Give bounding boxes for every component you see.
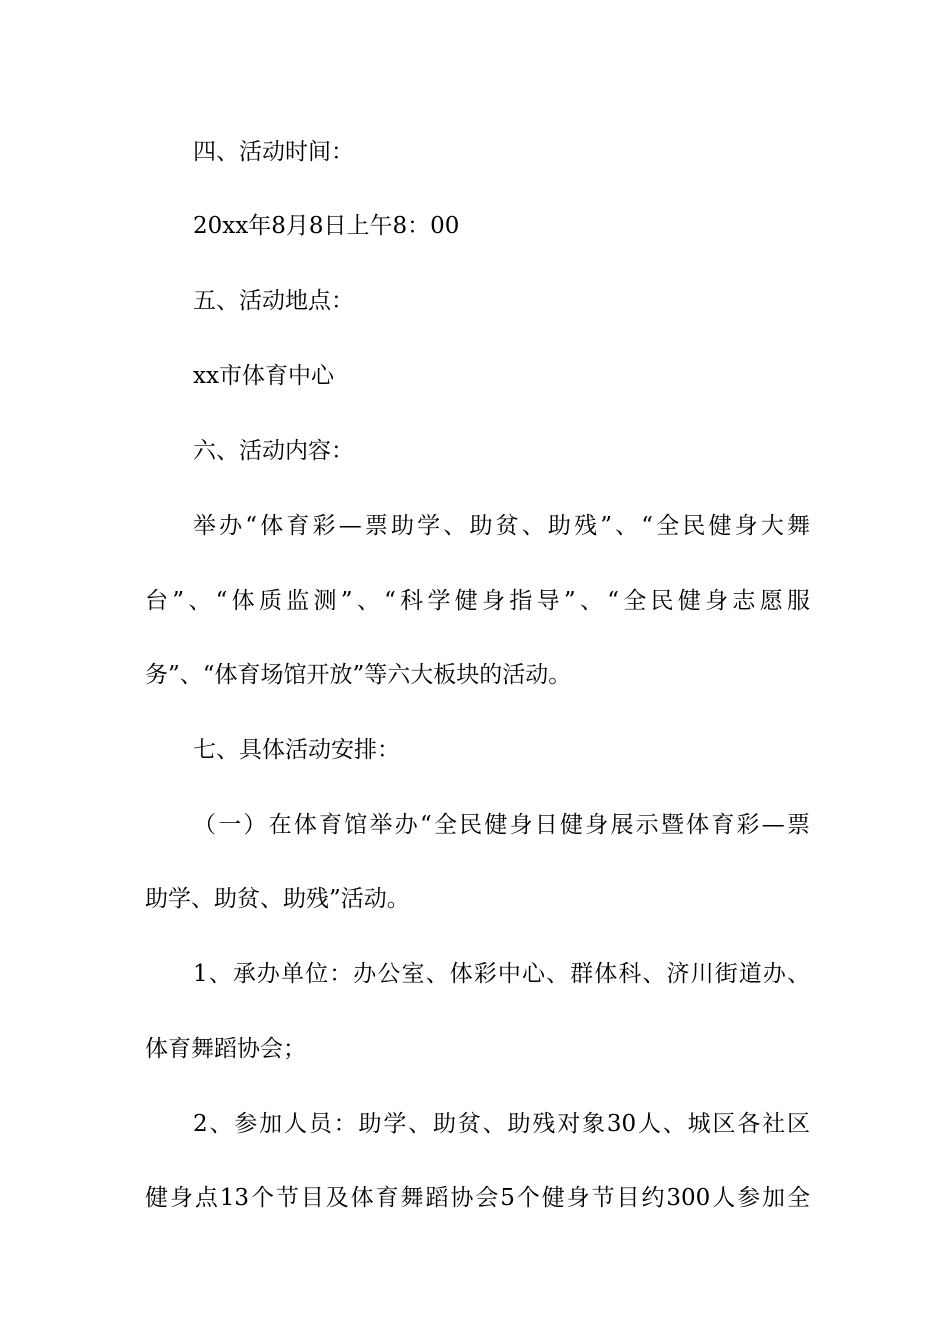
content-paragraph-line: 举办“体育彩—票助学、助贫、助残”、“全民健身大舞 [193,513,810,539]
section-heading-content: 六、活动内容： [193,438,354,464]
section-heading-arrangement: 七、具体活动安排： [193,737,400,763]
activity-time-text: 20xx年8月8日上午8：00 [193,213,460,239]
participants-line: 健身点13个节目及体育舞蹈协会5个健身节目约300人参加全 [145,1185,810,1211]
content-paragraph-line: 务”、“体育场馆开放”等六大板块的活动。 [145,662,572,688]
content-paragraph-line: 台”、“体质监测”、“科学健身指导”、“全民健身志愿服 [145,588,810,614]
organizer-line: 体育舞蹈协会； [145,1036,306,1062]
section-heading-location: 五、活动地点： [193,288,354,314]
arrangement-item-line: 助学、助贫、助残”活动。 [145,886,410,912]
activity-location-text: xx市体育中心 [193,363,334,389]
arrangement-item-line: （一）在体育馆举办“全民健身日健身展示暨体育彩—票 [193,812,810,838]
section-heading-time: 四、活动时间： [193,139,354,165]
organizer-line: 1、承办单位：办公室、体彩中心、群体科、济川街道办、 [193,961,810,987]
participants-line: 2、参加人员：助学、助贫、助残对象30人、城区各社区 [193,1111,810,1137]
